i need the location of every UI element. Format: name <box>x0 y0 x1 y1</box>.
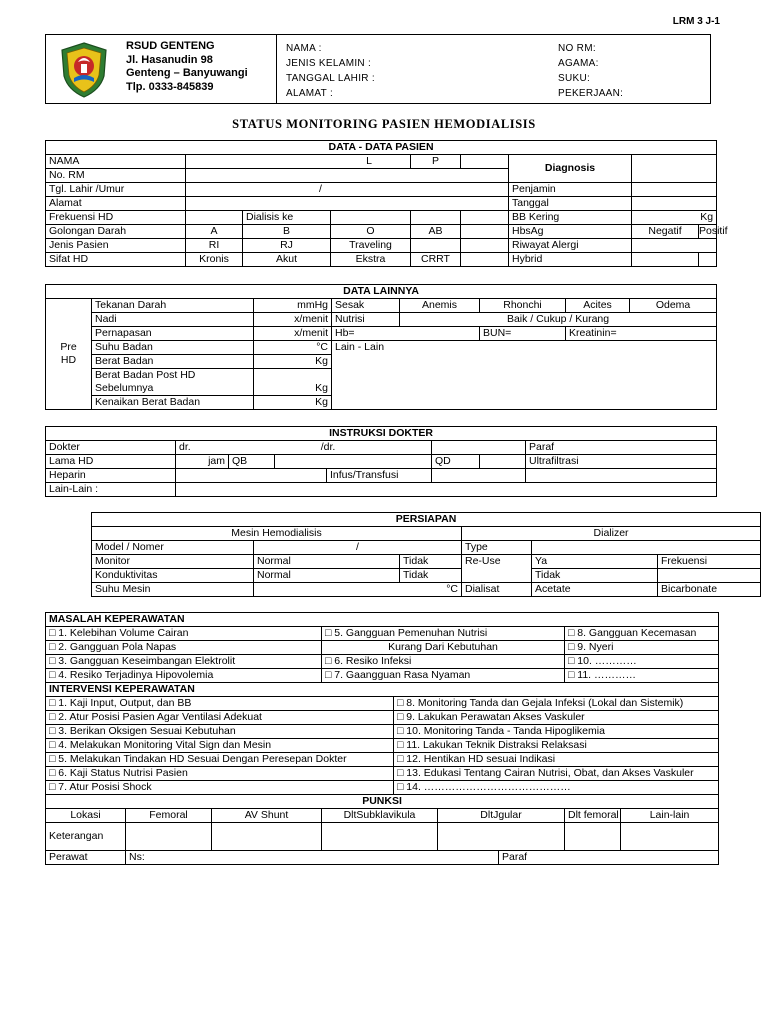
masalah-8[interactable]: □ 8. Gangguan Kecemasan <box>565 627 719 641</box>
label-keterangan: Keterangan <box>46 823 126 851</box>
label-dr-2: /dr. <box>320 441 336 453</box>
option-anemis[interactable]: Anemis <box>400 299 480 313</box>
intervensi-13[interactable]: □ 13. Edukasi Tentang Cairan Nutrisi, Obat, dan Akses Vaskuler <box>394 767 719 781</box>
label-av-shunt: AV Shunt <box>212 809 322 823</box>
label-mesin-hemodialisis: Mesin Hemodialisis <box>92 527 462 541</box>
label-tanggal: Tanggal <box>509 197 632 211</box>
option-a[interactable]: A <box>186 225 243 239</box>
data-pasien-table <box>45 140 728 267</box>
input-kreatinin[interactable]: Kreatinin= <box>566 327 717 341</box>
unit-kg: Kg <box>254 369 332 396</box>
label-no-rm: No. RM <box>46 169 186 183</box>
label-lain-lain: Lain-Lain : <box>46 483 176 497</box>
input-type[interactable] <box>532 541 761 555</box>
option-traveling[interactable]: Traveling <box>331 239 411 253</box>
option-bicarbonate[interactable]: Bicarbonate <box>658 583 761 597</box>
field-pekerjaan: PEKERJAAN: <box>558 88 624 99</box>
cell-blank[interactable] <box>461 225 509 239</box>
intervensi-10[interactable]: □ 10. Monitoring Tanda - Tanda Hipoglikemia <box>394 725 719 739</box>
unit-kg: Kg <box>632 211 717 225</box>
input-dlt-femoral[interactable] <box>565 823 621 851</box>
input-heparin[interactable] <box>176 469 327 483</box>
cell-p: P <box>411 155 461 169</box>
option-tidak[interactable]: Tidak <box>532 569 658 583</box>
unit-celsius: °C <box>254 341 332 355</box>
input-riwayat-alergi[interactable] <box>632 239 717 253</box>
input-lain-lain[interactable] <box>176 483 717 497</box>
input-dialisis-ke[interactable] <box>331 211 411 225</box>
label-hbsag: HbsAg <box>509 225 632 239</box>
label-suhu-mesin: Suhu Mesin <box>92 583 254 597</box>
label-infus: Infus/Transfusi <box>327 469 432 483</box>
cell-blank[interactable] <box>461 155 509 169</box>
masalah-6[interactable]: □ 6. Resiko Infeksi <box>322 655 565 669</box>
instruksi-dokter-table <box>45 426 717 497</box>
intervensi-9[interactable]: □ 9. Lakukan Perawatan Akses Vaskuler <box>394 711 719 725</box>
masalah-5[interactable]: □ 5. Gangguan Pemenuhan Nutrisi <box>322 627 565 641</box>
cell-blank[interactable] <box>411 239 461 253</box>
label-dr-1: dr. <box>179 441 191 453</box>
persiapan-header: PERSIAPAN <box>92 513 761 527</box>
masalah-9[interactable]: □ 9. Nyeri <box>565 641 719 655</box>
label-pre: Pre <box>60 341 77 353</box>
hospital-block <box>46 35 277 103</box>
label-bb-post-hd <box>92 369 254 396</box>
hospital-info <box>126 40 248 94</box>
option-baik-cukup-kurang[interactable]: Baik / Cukup / Kurang <box>400 313 717 327</box>
intervensi-header: INTERVENSI KEPERAWATAN <box>46 683 719 697</box>
intervensi-11[interactable]: □ 11. Lakukan Teknik Distraksi Relaksasi <box>394 739 719 753</box>
banyuwangi-regency-emblem-icon <box>60 42 108 98</box>
label-dlt-jgular: DltJgular <box>438 809 565 823</box>
hospital-phone: Tlp. 0333-845839 <box>126 80 214 93</box>
unit-x-menit: x/menit <box>254 327 332 341</box>
input-lain-lain[interactable] <box>621 823 719 851</box>
masalah-7[interactable]: □ 7. Gaangguan Rasa Nyaman <box>322 669 565 683</box>
cell-blank[interactable] <box>461 211 509 225</box>
option-rhonchi[interactable]: Rhonchi <box>480 299 566 313</box>
label-dlt-subklavikula: DltSubklavikula <box>322 809 438 823</box>
label-pernapasan: Pernapasan <box>92 327 254 341</box>
input-alamat[interactable] <box>186 197 509 211</box>
unit-jam: jam <box>176 455 229 469</box>
input-infus[interactable] <box>432 469 526 483</box>
punksi-header: PUNKSI <box>46 795 719 809</box>
label-diagnosis: Diagnosis <box>509 155 632 183</box>
label-bb-post-2: Sebelumnya <box>95 382 154 394</box>
option-ri[interactable]: RI <box>186 239 243 253</box>
label-frekuensi: Frekuensi <box>658 555 761 569</box>
option-positif[interactable]: Positif <box>699 225 728 237</box>
page-title: STATUS MONITORING PASIEN HEMODIALISIS <box>232 117 536 131</box>
hospital-address: Jl. Hasanudin 98 <box>126 53 213 66</box>
label-hd: HD <box>60 354 77 366</box>
intervensi-3[interactable]: □ 3. Berikan Oksigen Sesuai Kebutuhan <box>46 725 394 739</box>
field-suku: SUKU: <box>558 73 591 84</box>
cell-blank[interactable] <box>432 441 526 455</box>
field-nama: NAMA : <box>286 43 322 54</box>
field-jenis-kelamin: JENIS KELAMIN : <box>286 58 372 69</box>
cell-blank[interactable] <box>658 569 761 583</box>
label-nama: NAMA <box>46 155 186 169</box>
input-model-nomer[interactable]: / <box>254 541 462 555</box>
label-konduktivitas: Konduktivitas <box>92 569 254 583</box>
option-ab[interactable]: AB <box>411 225 461 239</box>
label-paraf: Paraf <box>526 441 717 455</box>
label-pre-hd <box>46 299 92 410</box>
data-lainnya-table <box>45 284 717 410</box>
option-ekstra[interactable]: Ekstra <box>331 253 411 267</box>
intervensi-2[interactable]: □ 2. Atur Posisi Pasien Agar Ventilasi Adekuat <box>46 711 394 725</box>
label-golongan-darah: Golongan Darah <box>46 225 186 239</box>
masalah-header: MASALAH KEPERAWATAN <box>46 613 719 627</box>
input-qb[interactable] <box>275 455 432 469</box>
input-frekuensi-hd[interactable] <box>186 211 243 225</box>
field-agama: AGAMA: <box>558 58 599 69</box>
unit-celsius: °C <box>254 583 462 597</box>
label-model-nomer: Model / Nomer <box>92 541 254 555</box>
label-jenis-pasien: Jenis Pasien <box>46 239 186 253</box>
intervensi-8[interactable]: □ 8. Monitoring Tanda dan Gejala Infeksi (Lokal dan Sistemik) <box>394 697 719 711</box>
label-qd: QD <box>432 455 480 469</box>
label-tgl-lahir: Tgl. Lahir /Umur <box>46 183 186 197</box>
intervensi-6[interactable]: □ 6. Kaji Status Nutrisi Pasien <box>46 767 394 781</box>
label-sifat-hd: Sifat HD <box>46 253 186 267</box>
label-lama-hd: Lama HD <box>46 455 176 469</box>
cell-blank[interactable] <box>411 211 461 225</box>
label-nadi: Nadi <box>92 313 254 327</box>
label-type: Type <box>462 541 532 555</box>
data-pasien-header: DATA - DATA PASIEN <box>46 141 717 155</box>
option-ya[interactable]: Ya <box>532 555 658 569</box>
masalah-2[interactable]: □ 2. Gangguan Pola Napas <box>46 641 322 655</box>
field-tanggal-lahir: TANGGAL LAHIR : <box>286 73 375 84</box>
option-acites[interactable]: Acites <box>566 299 630 313</box>
label-bb-kering: BB Kering <box>509 211 632 225</box>
label-berat-badan: Berat Badan <box>92 355 254 369</box>
label-dializer: Dializer <box>462 527 761 541</box>
option-b[interactable]: B <box>243 225 331 239</box>
input-no-rm[interactable] <box>186 169 509 183</box>
option-odema[interactable]: Odema <box>630 299 717 313</box>
label-femoral: Femoral <box>126 809 212 823</box>
option-monitor-normal[interactable]: Normal <box>254 555 400 569</box>
input-lain-lain[interactable]: Lain - Lain <box>332 341 717 410</box>
cell-blank[interactable] <box>526 469 717 483</box>
masalah-5-cont: Kurang Dari Kebutuhan <box>322 641 565 655</box>
label-dlt-femoral: Dlt femoral <box>565 809 621 823</box>
label-riwayat-alergi: Riwayat Alergi <box>509 239 632 253</box>
instruksi-header: INSTRUKSI DOKTER <box>46 427 717 441</box>
label-perawat: Perawat <box>46 851 126 865</box>
persiapan-table <box>91 512 761 597</box>
intervensi-12[interactable]: □ 12. Hentikan HD sesuai Indikasi <box>394 753 719 767</box>
hospital-city: Genteng – Banyuwangi <box>126 67 248 79</box>
input-ns[interactable]: Ns: <box>126 851 499 865</box>
unit-kg: Kg <box>254 396 332 410</box>
label-qb: QB <box>229 455 275 469</box>
option-acetate[interactable]: Acetate <box>532 583 658 597</box>
field-alamat: ALAMAT : <box>286 88 334 99</box>
label-lain-lain: Lain-lain <box>621 809 719 823</box>
label-monitor: Monitor <box>92 555 254 569</box>
intervensi-4[interactable]: □ 4. Melakukan Monitoring Vital Sign dan Mesin <box>46 739 394 753</box>
option-rj[interactable]: RJ <box>243 239 331 253</box>
label-paraf: Paraf <box>499 851 719 865</box>
masalah-10[interactable]: □ 10. ………… <box>565 655 719 669</box>
field-no-rm: NO RM: <box>558 43 596 54</box>
input-dokter[interactable] <box>176 441 432 455</box>
cell-l: L <box>186 155 411 169</box>
option-kronis[interactable]: Kronis <box>186 253 243 267</box>
option-negatif[interactable]: Negatif <box>632 225 699 239</box>
label-penjamin: Penjamin <box>509 183 632 197</box>
hospital-name: RSUD GENTENG <box>126 40 215 52</box>
input-tanggal[interactable] <box>632 197 717 211</box>
masalah-11[interactable]: □ 11. ………… <box>565 669 719 683</box>
intervensi-5[interactable]: □ 5. Melakukan Tindakan HD Sesuai Dengan Peresepan Dokter <box>46 753 394 767</box>
input-diagnosis[interactable] <box>632 155 717 183</box>
input-hb[interactable]: Hb= <box>332 327 480 341</box>
option-sesak[interactable]: Sesak <box>332 299 400 313</box>
cell-blank[interactable] <box>461 253 509 267</box>
label-ultrafiltrasi: Ultrafiltrasi <box>526 455 717 469</box>
input-bun[interactable]: BUN= <box>480 327 566 341</box>
masalah-1[interactable]: □ 1. Kelebihan Volume Cairan <box>46 627 322 641</box>
input-dlt-subklavikula[interactable] <box>322 823 438 851</box>
masalah-3[interactable]: □ 3. Gangguan Keseimbangan Elektrolit <box>46 655 322 669</box>
option-akut[interactable]: Akut <box>243 253 331 267</box>
cell-blank[interactable] <box>632 253 699 267</box>
cell-blank[interactable] <box>461 239 509 253</box>
unit-kg: Kg <box>254 355 332 369</box>
label-heparin: Heparin <box>46 469 176 483</box>
intervensi-7[interactable]: □ 7. Atur Posisi Shock <box>46 781 394 795</box>
label-bb-post-1: Berat Badan Post HD <box>95 369 196 381</box>
option-konduktivitas-tidak[interactable]: Tidak <box>400 569 462 583</box>
input-femoral[interactable] <box>126 823 212 851</box>
label-frekuensi-hd: Frekuensi HD <box>46 211 186 225</box>
input-tgl-lahir[interactable]: / <box>186 183 509 197</box>
option-hybrid[interactable]: Hybrid <box>509 253 632 267</box>
label-kenaikan-bb: Kenaikan Berat Badan <box>92 396 254 410</box>
option-monitor-tidak[interactable]: Tidak <box>400 555 462 569</box>
option-o[interactable]: O <box>331 225 411 239</box>
unit-x-menit: x/menit <box>254 313 332 327</box>
document-code: LRM 3 J-1 <box>672 16 720 27</box>
label-dialisis-ke: Dialisis ke <box>243 211 331 225</box>
label-nutrisi: Nutrisi <box>332 313 400 327</box>
unit-mmhg: mmHg <box>254 299 332 313</box>
intervensi-14[interactable]: □ 14. …………………………………… <box>394 781 719 795</box>
input-av-shunt[interactable] <box>212 823 322 851</box>
option-konduktivitas-normal[interactable]: Normal <box>254 569 400 583</box>
label-dokter: Dokter <box>46 441 176 455</box>
cell-blank[interactable] <box>699 253 717 267</box>
label-alamat: Alamat <box>46 197 186 211</box>
data-lainnya-header: DATA LAINNYA <box>46 285 717 299</box>
label-tekanan-darah: Tekanan Darah <box>92 299 254 313</box>
option-crrt[interactable]: CRRT <box>411 253 461 267</box>
label-suhu-badan: Suhu Badan <box>92 341 254 355</box>
masalah-4[interactable]: □ 4. Resiko Terjadinya Hipovolemia <box>46 669 322 683</box>
label-dialisat: Dialisat <box>462 583 532 597</box>
keperawatan-table <box>45 612 719 865</box>
input-dlt-jgular[interactable] <box>438 823 565 851</box>
patient-header <box>45 34 711 104</box>
label-reuse: Re-Use <box>462 555 532 583</box>
input-penjamin[interactable] <box>632 183 717 197</box>
input-qd[interactable] <box>480 455 526 469</box>
label-lokasi: Lokasi <box>46 809 126 823</box>
intervensi-1[interactable]: □ 1. Kaji Input, Output, dan BB <box>46 697 394 711</box>
